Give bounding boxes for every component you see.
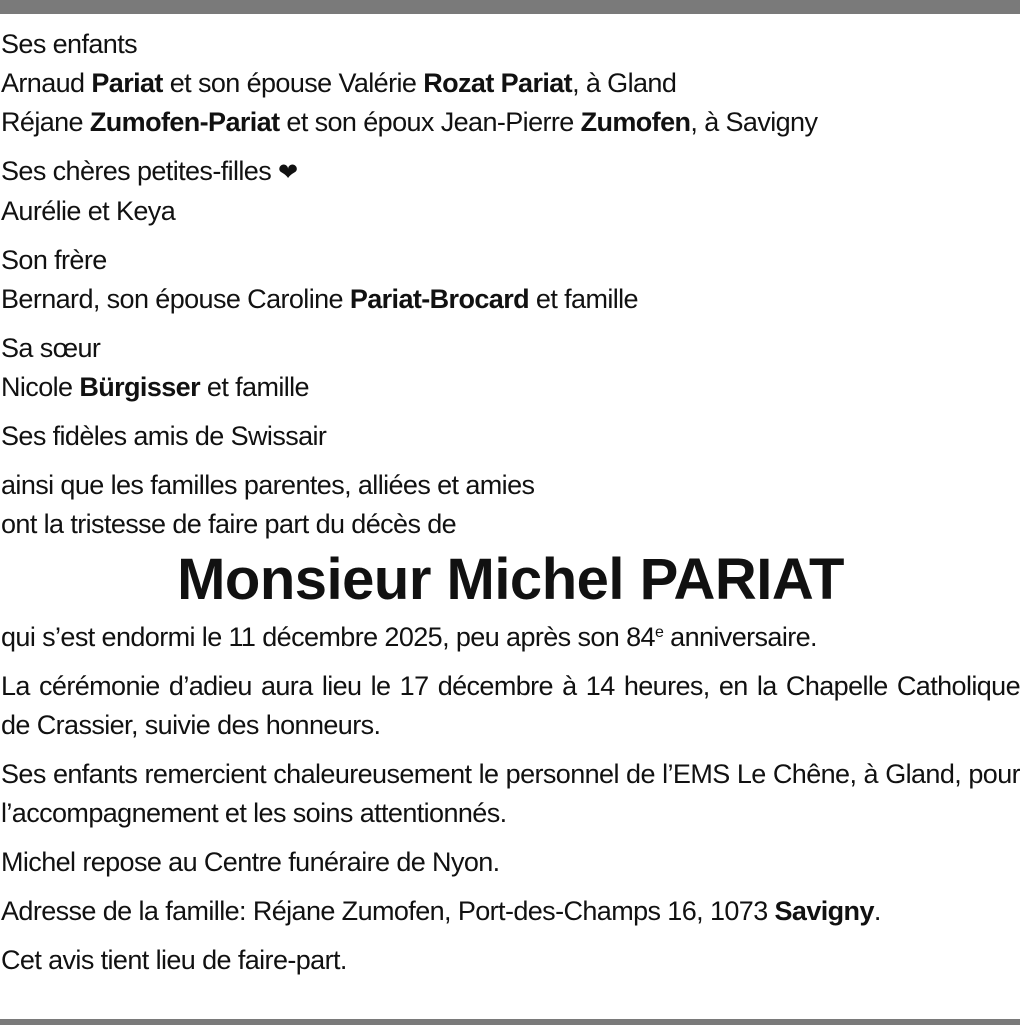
thanks-paragraph: Ses enfants remercient chaleureusement le personnel de l’EMS Le Chêne, à Gland, pour l’accompagnement et les soins attentionnés. — [1, 759, 1020, 828]
granddaughters-heading: Ses chères petites-filles — [1, 156, 279, 186]
child2-spouse-last: Zumofen — [580, 107, 691, 137]
obituary-notice — [1, 25, 1020, 990]
address-block — [1, 892, 1020, 931]
rests-line: Michel repose au Centre funéraire de Nyon. — [1, 847, 500, 877]
deceased-name: Monsieur Michel PARIAT — [177, 547, 844, 612]
children-block — [1, 25, 1020, 142]
notice-line: Cet avis tient lieu de faire-part. — [1, 945, 347, 975]
brother-first: Bernard, son épouse Caroline — [1, 284, 350, 314]
child1-mid: et son épouse Valérie — [162, 68, 424, 98]
death-line — [1, 618, 1020, 657]
sister-block — [1, 329, 1020, 407]
address-town: Savigny — [774, 896, 874, 926]
address-end: . — [873, 896, 881, 926]
death-block — [1, 618, 1020, 657]
top-rule — [0, 0, 1020, 14]
relatives-line-2: ont la tristesse de faire part du décès de — [1, 509, 457, 539]
sister-rest: et famille — [200, 372, 309, 402]
heart-icon: ❤ — [278, 159, 298, 186]
child2-mid: et son époux Jean-Pierre — [279, 107, 581, 137]
children-heading: Ses enfants — [1, 29, 137, 59]
relatives-line-1: ainsi que les familles parentes, alliées et amies — [1, 470, 535, 500]
notice-block — [1, 941, 1020, 980]
sister-last: Bürgisser — [79, 372, 200, 402]
child2-place: , à Savigny — [690, 107, 818, 137]
death-text-a: qui s’est endormi le 11 décembre 2025, peu après son 84 — [1, 622, 655, 652]
granddaughters-names: Aurélie et Keya — [1, 196, 176, 226]
brother-last: Pariat-Brocard — [349, 284, 529, 314]
granddaughters-block — [1, 152, 1020, 231]
brother-line — [1, 280, 1020, 319]
relatives-block — [1, 466, 1020, 544]
child2-last: Zumofen-Pariat — [89, 107, 280, 137]
child1-first: Arnaud — [1, 68, 92, 98]
address-line — [1, 892, 1020, 931]
friends-block — [1, 417, 1020, 456]
child1-spouse-last: Rozat Pariat — [423, 68, 573, 98]
sister-line — [1, 368, 1020, 407]
ceremony-paragraph: La cérémonie d’adieu aura lieu le 17 décembre à 14 heures, en la Chapelle Catholique de Crassier, suivie des honneurs. — [1, 671, 1020, 740]
brother-block — [1, 241, 1020, 319]
rests-block — [1, 843, 1020, 882]
child-arnaud — [1, 64, 1020, 103]
child1-place: , à Gland — [572, 68, 677, 98]
child-rejane — [1, 103, 1020, 142]
child2-first: Réjane — [1, 107, 90, 137]
friends-line: Ses fidèles amis de Swissair — [1, 421, 327, 451]
sister-first: Nicole — [1, 372, 80, 402]
bottom-rule — [0, 1019, 1020, 1025]
sister-heading: Sa sœur — [1, 333, 101, 363]
child1-last: Pariat — [91, 68, 163, 98]
death-text-b: anniversaire. — [663, 622, 817, 652]
ordinal-suffix: e — [654, 624, 664, 641]
granddaughters-heading-line — [1, 152, 1020, 192]
brother-heading: Son frère — [1, 245, 107, 275]
brother-rest: et famille — [529, 284, 638, 314]
address-text: Adresse de la famille: Réjane Zumofen, Port-des-Champs 16, 1073 — [1, 896, 775, 926]
